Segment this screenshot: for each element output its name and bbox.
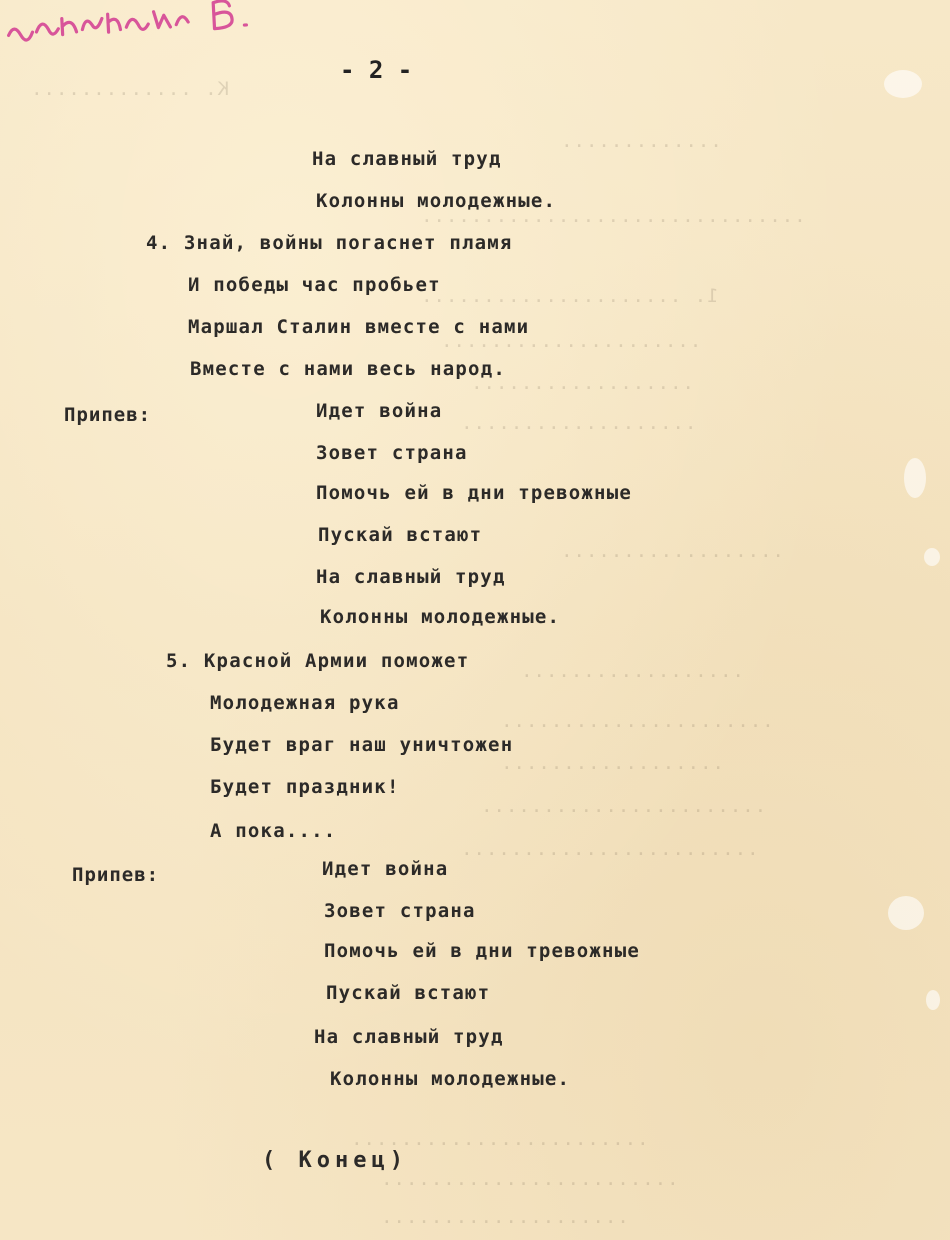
bleed-through-text: 1. ..................... <box>420 285 719 307</box>
bleed-through-text: ..................... <box>440 330 702 352</box>
bleed-through-text: .................. <box>470 372 694 394</box>
lyric-line: Помочь ей в дни тревожные <box>316 482 632 504</box>
chorus-label: Припев: <box>72 864 160 886</box>
bleed-through-text: К. ............. <box>30 78 329 100</box>
lyric-line: Идет война <box>316 400 443 422</box>
bleed-through-text: .................. <box>500 752 724 774</box>
lyric-line: На славный труд <box>314 1026 504 1048</box>
ending-mark: ( Конец) <box>262 1148 408 1173</box>
lyric-line: Зовет страна <box>316 442 468 464</box>
handwritten-signature <box>0 0 301 50</box>
lyric-line: А пока.... <box>210 820 337 842</box>
bleed-through-text: ........................ <box>380 1168 679 1190</box>
lyric-line: Колонны молодежные. <box>316 190 557 212</box>
bleed-through-text: ....................... <box>480 795 767 817</box>
paper-damage <box>888 896 924 930</box>
bleed-through-text: ............................... <box>420 205 806 227</box>
lyric-line: И победы час пробьет <box>188 274 441 296</box>
paper-damage <box>904 458 926 498</box>
lyric-line: Будет праздник! <box>210 776 400 798</box>
bleed-through-text: .................... <box>380 1206 629 1228</box>
paper-damage <box>924 548 940 566</box>
lyric-line: Вместе с нами весь народ. <box>190 358 506 380</box>
lyric-line: Пускай встают <box>326 982 491 1004</box>
bleed-through-text: .................. <box>520 660 744 682</box>
lyric-line: Помочь ей в дни тревожные <box>324 940 640 962</box>
bleed-through-text: ........................ <box>350 1128 649 1150</box>
bleed-through-text: ........................ <box>460 838 759 860</box>
lyric-line: 5. Красной Армии поможет <box>166 650 470 672</box>
lyric-line: Зовет страна <box>324 900 476 922</box>
bleed-through-text: ...................... <box>500 710 774 732</box>
lyric-line: Пускай встают <box>318 524 483 546</box>
lyric-line: Колонны молодежные. <box>330 1068 571 1090</box>
chorus-label: Припев: <box>64 404 152 426</box>
lyric-line: Маршал Сталин вместе с нами <box>188 316 530 338</box>
lyric-line: Колонны молодежные. <box>320 606 561 628</box>
lyric-line: 4. Знай, войны погаснет пламя <box>146 232 513 254</box>
lyric-line: Молодежная рука <box>210 692 400 714</box>
paper-damage <box>926 990 940 1010</box>
lyric-line: На славный труд <box>312 148 502 170</box>
bleed-through-text: .................. <box>560 540 784 562</box>
lyric-line: На славный труд <box>316 566 506 588</box>
lyric-line: Идет война <box>322 858 449 880</box>
page-number: - 2 - <box>340 56 413 84</box>
bleed-through-text: ............. <box>560 130 722 152</box>
paper-damage <box>884 70 922 98</box>
bleed-through-text: ................... <box>460 412 697 434</box>
lyric-line: Будет враг наш уничтожен <box>210 734 514 756</box>
